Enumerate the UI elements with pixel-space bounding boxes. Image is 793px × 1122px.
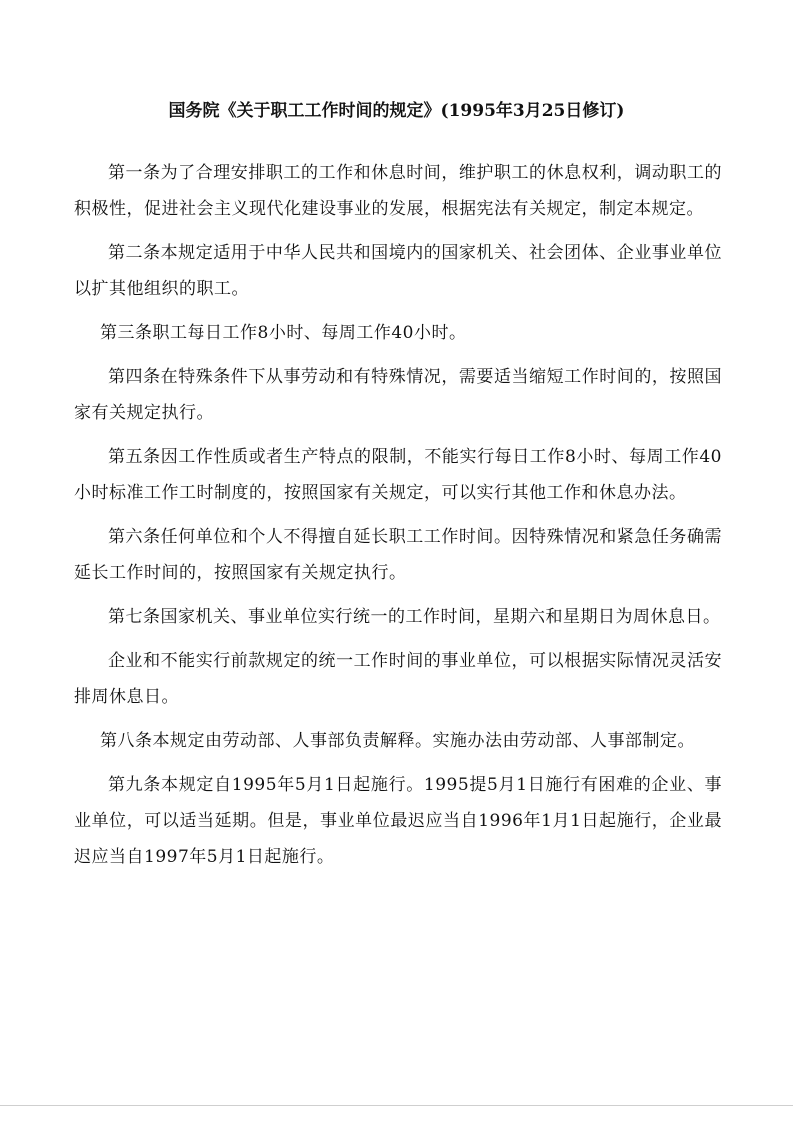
article-4-paragraph: 第四条在特殊条件下从事劳动和有特殊情况，需要适当缩短工作时间的，按照国家有关规定执行。 — [74, 367, 722, 423]
article-2-paragraph: 第二条本规定适用于中华人民共和国境内的国家机关、社会团体、企业事业单位以扩其他组织的职工。 — [74, 243, 722, 299]
article-7-continuation-paragraph: 企业和不能实行前款规定的统一工作时间的事业单位，可以根据实际情况灵活安排周休息日。 — [74, 651, 722, 707]
document-title: 国务院《关于职工工作时间的规定》(1995年3月25日修订) — [168, 101, 625, 121]
article-1-paragraph: 第一条为了合理安排职工的工作和休息时间，维护职工的休息权利，调动职工的积极性，促进社会主义现代化建设事业的发展，根据宪法有关规定，制定本规定。 — [74, 163, 722, 219]
article-5-paragraph: 第五条因工作性质或者生产特点的限制，不能实行每日工作8小时、每周工作40小时标准工作工时制度的，按照国家有关规定，可以实行其他工作和休息办法。 — [74, 447, 722, 503]
article-7-paragraph: 第七条国家机关、事业单位实行统一的工作时间，星期六和星期日为周休息日。 — [108, 607, 721, 627]
article-9-paragraph: 第九条本规定自1995年5月1日起施行。1995提5月1日施行有困难的企业、事业单位，可以适当延期。但是，事业单位最迟应当自1996年1月1日起施行，企业最迟应当自1997年5月1日起施行。 — [74, 775, 722, 867]
article-6-paragraph: 第六条任何单位和个人不得擅自延长职工工作时间。因特殊情况和紧急任务确需延长工作时间的，按照国家有关规定执行。 — [74, 527, 722, 583]
page-bottom-divider — [0, 1105, 793, 1106]
document-body — [74, 155, 722, 883]
article-8-paragraph: 第八条本规定由劳动部、人事部负责解释。实施办法由劳动部、人事部制定。 — [100, 731, 695, 751]
article-3-paragraph: 第三条职工每日工作8小时、每周工作40小时。 — [100, 323, 467, 343]
